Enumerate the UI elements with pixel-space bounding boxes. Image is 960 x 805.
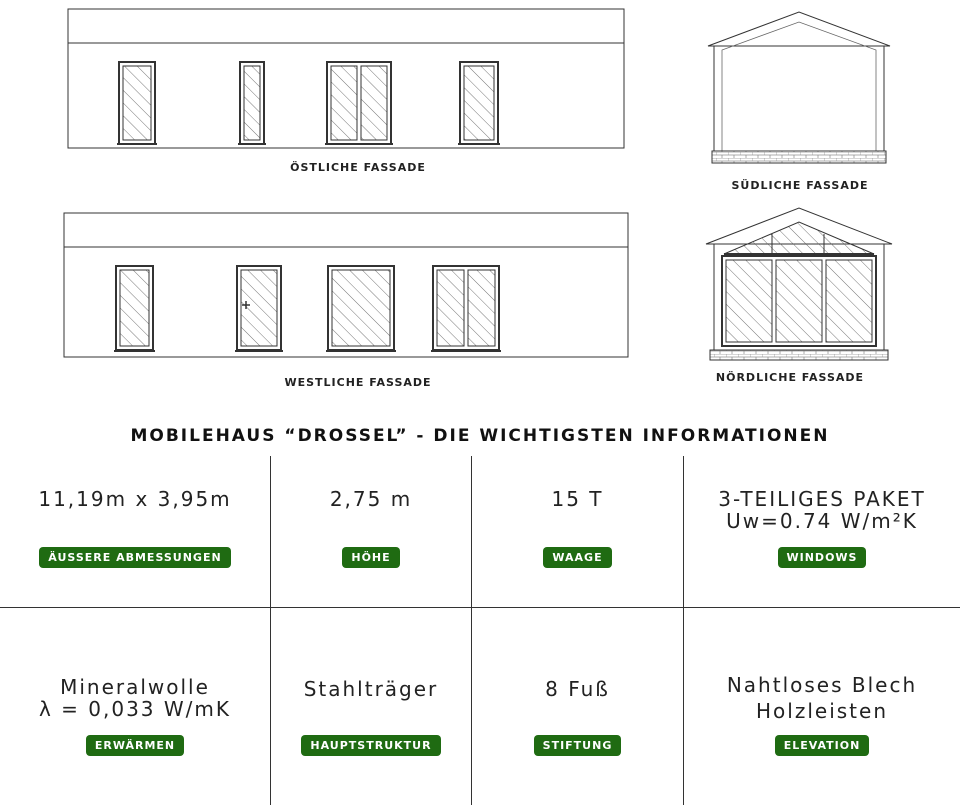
info-cell-dimensions [0, 488, 270, 510]
north-foundation [710, 350, 888, 360]
west-facade-label: WESTLICHE FASSADE [284, 376, 432, 389]
info-badge-wrap [472, 734, 683, 756]
east-window-2 [238, 62, 266, 144]
south-facade-drawing [704, 8, 894, 166]
info-cell-weight [472, 488, 683, 510]
info-badge-wrap [271, 734, 471, 756]
east-facade-label: ÖSTLICHE FASSADE [290, 161, 426, 174]
west-window-1 [114, 266, 155, 351]
info-badge: ELEVATION [775, 735, 870, 756]
info-cell-structure [271, 678, 471, 700]
info-value: 8 Fuß [545, 677, 610, 701]
info-badge: STIFTUNG [534, 735, 622, 756]
info-badge-wrap [684, 734, 960, 756]
info-cell-insulation [0, 676, 270, 720]
info-value-secondary: Holzleisten [756, 699, 888, 723]
info-badge: WINDOWS [778, 547, 867, 568]
east-window-3 [325, 62, 393, 144]
grid-divider [0, 607, 960, 608]
info-value: 3-TEILIGES PAKET [718, 487, 926, 511]
info-value: 11,19m x 3,95m [38, 487, 232, 511]
east-window-4 [458, 62, 500, 144]
info-cell-windows [684, 488, 960, 532]
info-cell-height [271, 488, 471, 510]
info-badge: HÖHE [342, 547, 399, 568]
info-badge-wrap [271, 546, 471, 568]
info-cell-elevation [684, 674, 960, 722]
west-window-3 [431, 266, 501, 351]
south-facade-label: SÜDLICHE FASSADE [731, 179, 869, 192]
info-badge-wrap [0, 546, 270, 568]
info-value: Mineralwolle [60, 675, 210, 699]
info-value: Nahtloses Blech [726, 673, 918, 697]
info-badge: HAUPTSTRUKTUR [301, 735, 440, 756]
west-door [235, 266, 283, 351]
info-badge: ERWÄRMEN [86, 735, 184, 756]
north-facade-drawing [702, 204, 896, 362]
west-window-2 [326, 266, 396, 351]
info-badge: WAAGE [543, 547, 611, 568]
info-badge-wrap [0, 734, 270, 756]
south-foundation [712, 151, 886, 163]
east-facade-drawing [64, 6, 628, 150]
info-badge-wrap [684, 546, 960, 568]
info-value: 2,75 m [329, 487, 413, 511]
info-value: 15 T [551, 487, 604, 511]
info-value-secondary: Uw=0.74 W/m²K [726, 509, 918, 533]
info-badge: ÄUSSERE ABMESSUNGEN [39, 547, 230, 568]
info-value-secondary: λ = 0,033 W/mK [38, 697, 232, 721]
info-cell-foundation [472, 678, 683, 700]
info-badge-wrap [472, 546, 683, 568]
info-title: MOBILEHAUS “DROSSEL” - DIE WICHTIGSTEN INFORMATIONEN [130, 426, 830, 446]
west-facade-drawing [60, 210, 632, 362]
info-value: Stahlträger [303, 677, 439, 701]
north-facade-label: NÖRDLICHE FASSADE [715, 371, 865, 384]
east-window-1 [117, 62, 157, 144]
